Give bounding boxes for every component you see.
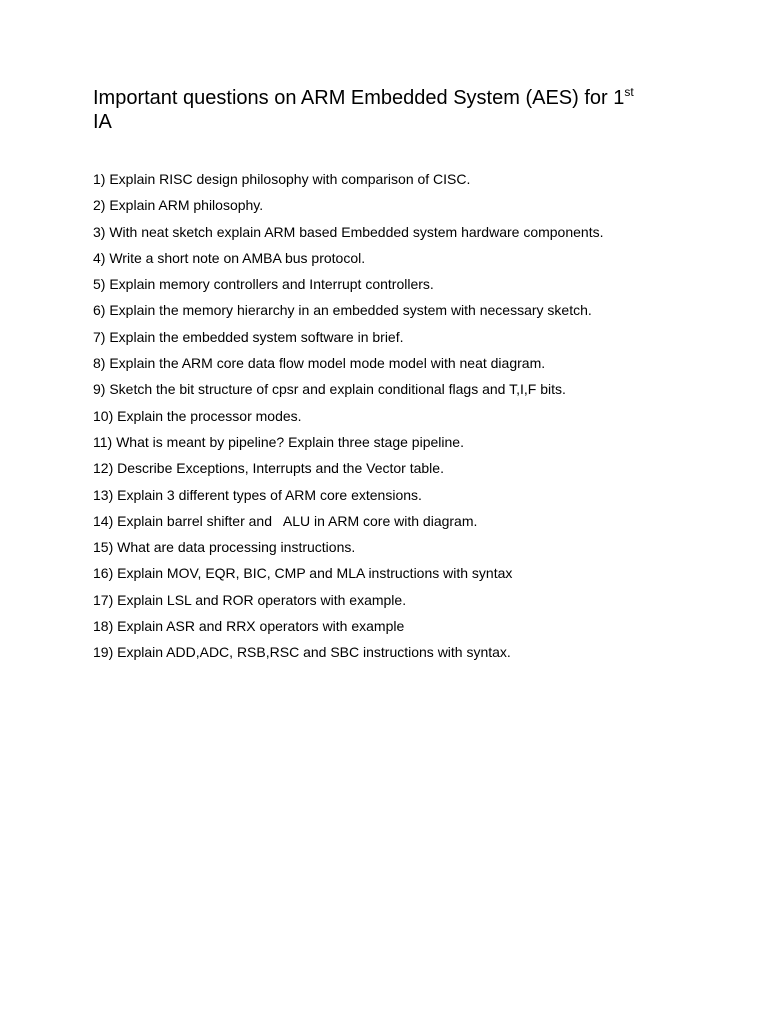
question-item: 3) With neat sketch explain ARM based Embedded system hardware components. [93,223,604,240]
question-item: 17) Explain LSL and ROR operators with example. [93,591,407,608]
document-page [93,85,693,661]
question-item: 16) Explain MOV, EQR, BIC, CMP and MLA instructions with syntax [93,565,513,582]
question-item: 4) Write a short note on AMBA bus protocol. [93,249,366,266]
question-item: 7) Explain the embedded system software in brief. [93,328,404,345]
title-superscript: st [624,85,634,99]
question-item: 10) Explain the processor modes. [93,407,302,424]
question-item: 15) What are data processing instructions. [93,539,356,556]
question-item: 13) Explain 3 different types of ARM core extensions. [93,486,422,503]
question-item: 14) Explain barrel shifter and ALU in ARM core with diagram. [93,512,478,529]
question-item: 12) Describe Exceptions, Interrupts and the Vector table. [93,460,444,477]
question-item: 5) Explain memory controllers and Interrupt controllers. [93,276,434,293]
question-list [93,170,713,670]
title-main-text: Important questions on ARM Embedded System (AES) for 1 [93,87,625,109]
question-item: 18) Explain ASR and RRX operators with example [93,618,405,635]
document-title [93,86,668,134]
question-item: 8) Explain the ARM core data flow model mode model with neat diagram. [93,355,546,372]
question-item: 11) What is meant by pipeline? Explain three stage pipeline. [93,433,464,450]
question-item: 2) Explain ARM philosophy. [93,197,264,214]
title-tail-text: IA [93,111,112,133]
question-item: 19) Explain ADD,ADC, RSB,RSC and SBC instructions with syntax. [93,644,511,661]
question-item: 6) Explain the memory hierarchy in an embedded system with necessary sketch. [93,302,592,319]
question-item: 9) Sketch the bit structure of cpsr and explain conditional flags and T,I,F bits. [93,381,566,398]
question-item: 1) Explain RISC design philosophy with comparison of CISC. [93,171,471,187]
